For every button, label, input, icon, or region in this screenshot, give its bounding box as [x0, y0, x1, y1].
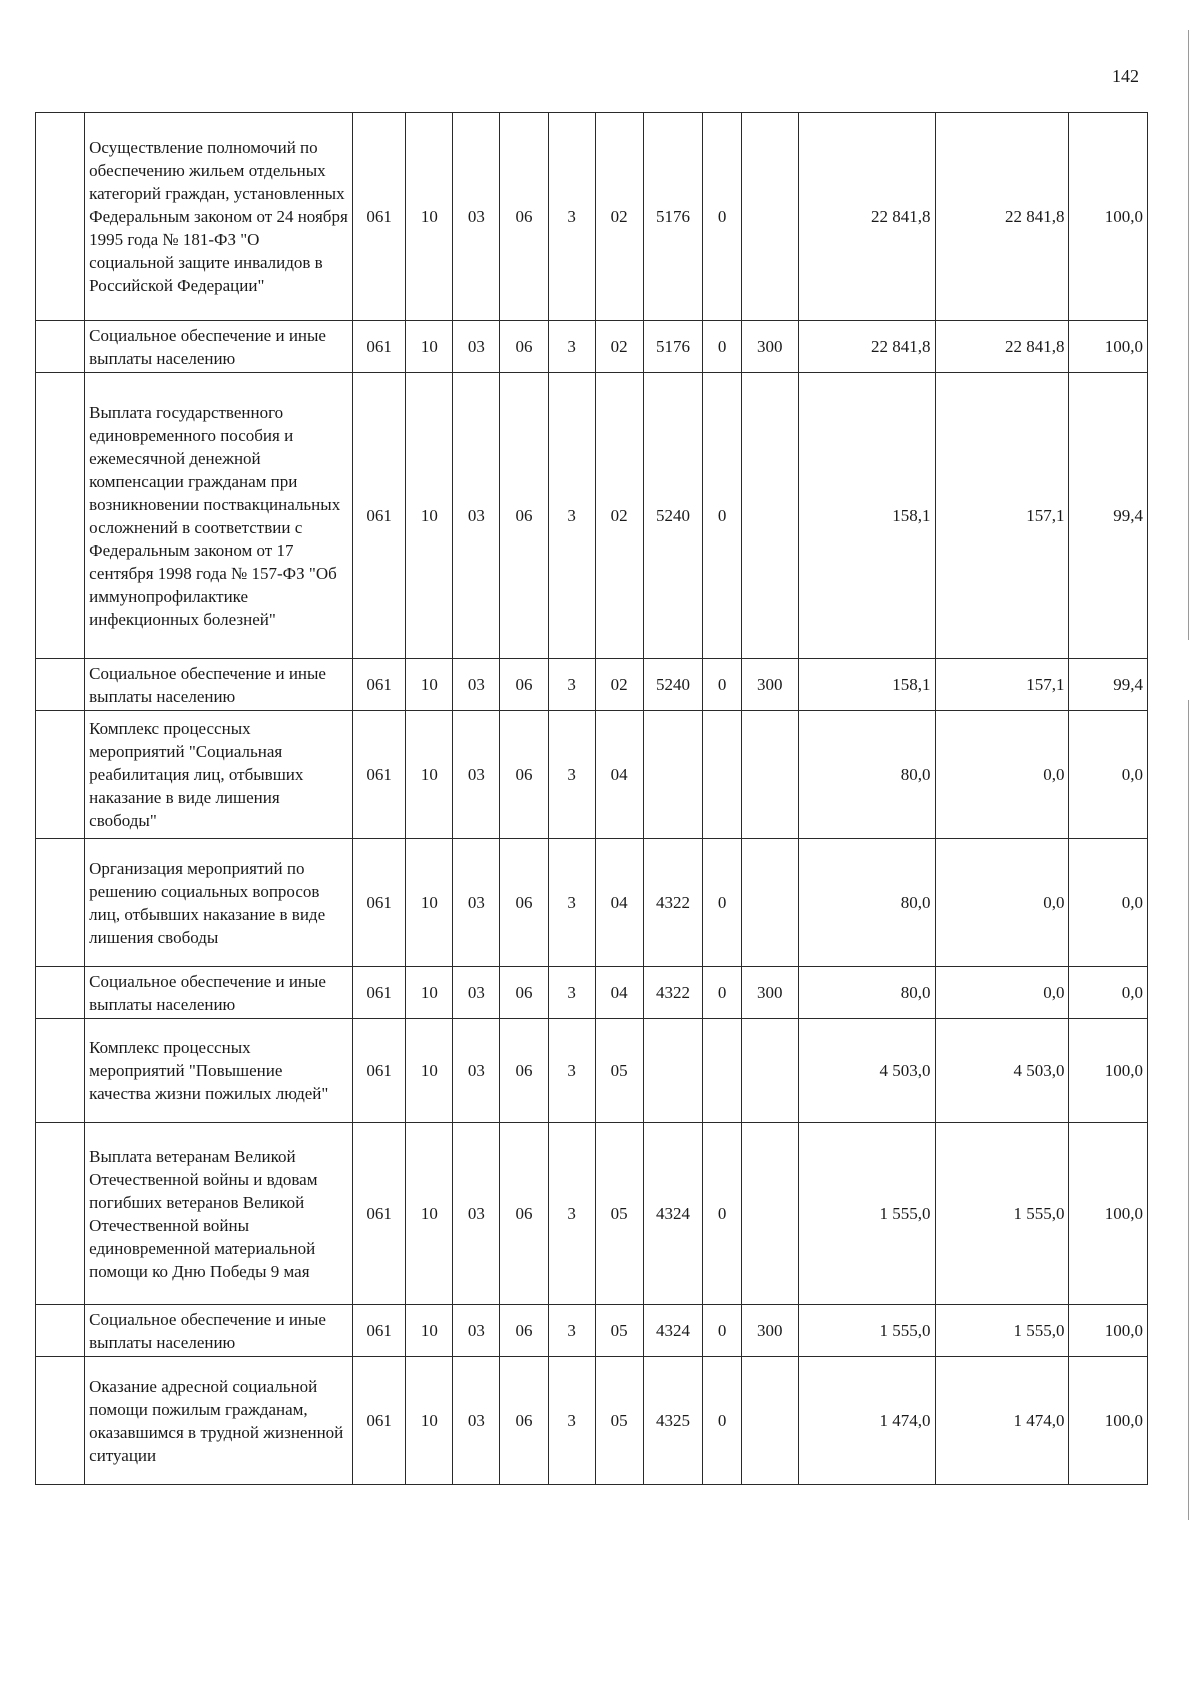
code-cell-c1: 061: [352, 967, 405, 1019]
code-cell-c2: 10: [406, 321, 453, 373]
pct-cell: 99,4: [1069, 373, 1148, 659]
plan-cell: 80,0: [798, 839, 935, 967]
code-cell-c5: 3: [548, 967, 595, 1019]
code-cell-c6: 05: [595, 1123, 643, 1305]
code-cell-c5: 3: [548, 1305, 595, 1357]
code-cell-c3: 03: [453, 1019, 500, 1123]
item-name-cell: Организация мероприятий по решению социальных вопросов лиц, отбывших наказание в виде лишения свободы: [85, 839, 353, 967]
pct-cell: 100,0: [1069, 1357, 1148, 1485]
fact-cell: 1 474,0: [935, 1357, 1069, 1485]
table-row: [36, 1305, 1148, 1357]
item-name-cell: Социальное обеспечение и иные выплаты населению: [85, 1305, 353, 1357]
code-cell-c6: 04: [595, 711, 643, 839]
table-body: [36, 113, 1148, 1485]
code-cell-c6: 04: [595, 839, 643, 967]
row-number-cell: [36, 1019, 85, 1123]
code-cell-c3: 03: [453, 659, 500, 711]
code-cell-c7: 4324: [643, 1123, 703, 1305]
pct-cell: 0,0: [1069, 711, 1148, 839]
code-cell-c2: 10: [406, 373, 453, 659]
code-cell-c1: 061: [352, 373, 405, 659]
table-row: [36, 373, 1148, 659]
code-cell-c2: 10: [406, 711, 453, 839]
code-cell-c6: 02: [595, 659, 643, 711]
plan-cell: 158,1: [798, 373, 935, 659]
item-name-cell: Социальное обеспечение и иные выплаты населению: [85, 967, 353, 1019]
code-cell-c1: 061: [352, 1019, 405, 1123]
code-cell-c9: [742, 839, 798, 967]
item-name-cell: Комплекс процессных мероприятий "Повышение качества жизни пожилых людей": [85, 1019, 353, 1123]
page-number: 142: [1112, 66, 1139, 86]
table-row: [36, 321, 1148, 373]
code-cell-c7: 5240: [643, 659, 703, 711]
code-cell-c3: 03: [453, 321, 500, 373]
code-cell-c1: 061: [352, 1357, 405, 1485]
pct-cell: 99,4: [1069, 659, 1148, 711]
table-row: [36, 711, 1148, 839]
plan-cell: 4 503,0: [798, 1019, 935, 1123]
code-cell-c1: 061: [352, 1305, 405, 1357]
plan-cell: 158,1: [798, 659, 935, 711]
code-cell-c2: 10: [406, 113, 453, 321]
row-number-cell: [36, 967, 85, 1019]
code-cell-c3: 03: [453, 967, 500, 1019]
code-cell-c6: 05: [595, 1019, 643, 1123]
table-row: [36, 1123, 1148, 1305]
code-cell-c3: 03: [453, 839, 500, 967]
code-cell-c6: 04: [595, 967, 643, 1019]
row-number-cell: [36, 373, 85, 659]
code-cell-c3: 03: [453, 113, 500, 321]
pct-cell: 0,0: [1069, 839, 1148, 967]
code-cell-c8: [703, 711, 742, 839]
row-number-cell: [36, 839, 85, 967]
code-cell-c7: [643, 711, 703, 839]
item-name-cell: Комплекс процессных мероприятий "Социальная реабилитация лиц, отбывших наказание в виде лишения свободы": [85, 711, 353, 839]
code-cell-c9: [742, 373, 798, 659]
code-cell-c4: 06: [500, 373, 548, 659]
code-cell-c1: 061: [352, 113, 405, 321]
item-name-cell: Выплата ветеранам Великой Отечественной войны и вдовам погибших ветеранов Великой Отечественной войны единовременной материальной помощи ко Дню Победы 9 мая: [85, 1123, 353, 1305]
table-row: [36, 1019, 1148, 1123]
plan-cell: 80,0: [798, 967, 935, 1019]
code-cell-c5: 3: [548, 373, 595, 659]
scan-edge-line: [1188, 30, 1189, 640]
code-cell-c7: 5176: [643, 321, 703, 373]
code-cell-c2: 10: [406, 1123, 453, 1305]
code-cell-c3: 03: [453, 1305, 500, 1357]
code-cell-c4: 06: [500, 711, 548, 839]
code-cell-c4: 06: [500, 659, 548, 711]
code-cell-c7: [643, 1019, 703, 1123]
item-name-cell: Осуществление полномочий по обеспечению жильем отдельных категорий граждан, установленных Федеральным законом от 24 ноября 1995 года № 181-ФЗ "О социальной защите инвалидов в Российской Федерации": [85, 113, 353, 321]
code-cell-c8: 0: [703, 1123, 742, 1305]
code-cell-c4: 06: [500, 967, 548, 1019]
code-cell-c8: 0: [703, 967, 742, 1019]
code-cell-c5: 3: [548, 711, 595, 839]
code-cell-c6: 05: [595, 1305, 643, 1357]
code-cell-c3: 03: [453, 1357, 500, 1485]
code-cell-c8: 0: [703, 839, 742, 967]
fact-cell: 22 841,8: [935, 321, 1069, 373]
code-cell-c6: 05: [595, 1357, 643, 1485]
pct-cell: 100,0: [1069, 1019, 1148, 1123]
code-cell-c4: 06: [500, 1305, 548, 1357]
code-cell-c5: 3: [548, 113, 595, 321]
fact-cell: 1 555,0: [935, 1305, 1069, 1357]
row-number-cell: [36, 321, 85, 373]
fact-cell: 4 503,0: [935, 1019, 1069, 1123]
code-cell-c6: 02: [595, 113, 643, 321]
code-cell-c2: 10: [406, 1305, 453, 1357]
item-name-cell: Оказание адресной социальной помощи пожилым гражданам, оказавшимся в трудной жизненной ситуации: [85, 1357, 353, 1485]
code-cell-c7: 4322: [643, 839, 703, 967]
code-cell-c8: 0: [703, 113, 742, 321]
table-row: [36, 113, 1148, 321]
code-cell-c9: [742, 1019, 798, 1123]
fact-cell: 0,0: [935, 711, 1069, 839]
code-cell-c1: 061: [352, 711, 405, 839]
fact-cell: 157,1: [935, 659, 1069, 711]
code-cell-c8: 0: [703, 321, 742, 373]
code-cell-c9: 300: [742, 1305, 798, 1357]
code-cell-c2: 10: [406, 967, 453, 1019]
pct-cell: 100,0: [1069, 321, 1148, 373]
code-cell-c9: [742, 1123, 798, 1305]
fact-cell: 157,1: [935, 373, 1069, 659]
budget-table: [35, 112, 1148, 1485]
code-cell-c2: 10: [406, 659, 453, 711]
code-cell-c5: 3: [548, 321, 595, 373]
fact-cell: 0,0: [935, 839, 1069, 967]
code-cell-c4: 06: [500, 113, 548, 321]
scan-edge-line: [1188, 700, 1189, 1520]
code-cell-c1: 061: [352, 321, 405, 373]
code-cell-c6: 02: [595, 321, 643, 373]
code-cell-c2: 10: [406, 839, 453, 967]
code-cell-c5: 3: [548, 1357, 595, 1485]
item-name-cell: Социальное обеспечение и иные выплаты населению: [85, 321, 353, 373]
code-cell-c8: 0: [703, 373, 742, 659]
plan-cell: 1 555,0: [798, 1305, 935, 1357]
code-cell-c9: 300: [742, 967, 798, 1019]
plan-cell: 80,0: [798, 711, 935, 839]
code-cell-c4: 06: [500, 1357, 548, 1485]
code-cell-c3: 03: [453, 1123, 500, 1305]
code-cell-c8: 0: [703, 1357, 742, 1485]
row-number-cell: [36, 113, 85, 321]
item-name-cell: Выплата государственного единовременного пособия и ежемесячной денежной компенсации гражданам при возникновении поствакцинальных осложнений в соответствии с Федеральным законом от 17 сентября 1998 года № 157-ФЗ "Об иммунопрофилактике инфекционных болезней": [85, 373, 353, 659]
code-cell-c8: 0: [703, 1305, 742, 1357]
fact-cell: 0,0: [935, 967, 1069, 1019]
code-cell-c1: 061: [352, 1123, 405, 1305]
code-cell-c3: 03: [453, 373, 500, 659]
code-cell-c9: [742, 1357, 798, 1485]
code-cell-c5: 3: [548, 659, 595, 711]
code-cell-c9: 300: [742, 321, 798, 373]
table-row: [36, 1357, 1148, 1485]
code-cell-c9: 300: [742, 659, 798, 711]
row-number-cell: [36, 1123, 85, 1305]
code-cell-c8: [703, 1019, 742, 1123]
code-cell-c7: 4325: [643, 1357, 703, 1485]
row-number-cell: [36, 711, 85, 839]
code-cell-c7: 5240: [643, 373, 703, 659]
code-cell-c4: 06: [500, 1123, 548, 1305]
row-number-cell: [36, 1305, 85, 1357]
row-number-cell: [36, 659, 85, 711]
row-number-cell: [36, 1357, 85, 1485]
plan-cell: 22 841,8: [798, 113, 935, 321]
code-cell-c4: 06: [500, 321, 548, 373]
table-row: [36, 967, 1148, 1019]
table-row: [36, 659, 1148, 711]
code-cell-c9: [742, 113, 798, 321]
code-cell-c4: 06: [500, 839, 548, 967]
code-cell-c4: 06: [500, 1019, 548, 1123]
pct-cell: 0,0: [1069, 967, 1148, 1019]
code-cell-c5: 3: [548, 839, 595, 967]
code-cell-c9: [742, 711, 798, 839]
pct-cell: 100,0: [1069, 113, 1148, 321]
code-cell-c8: 0: [703, 659, 742, 711]
table-row: [36, 839, 1148, 967]
item-name-cell: Социальное обеспечение и иные выплаты населению: [85, 659, 353, 711]
plan-cell: 1 474,0: [798, 1357, 935, 1485]
plan-cell: 1 555,0: [798, 1123, 935, 1305]
pct-cell: 100,0: [1069, 1305, 1148, 1357]
code-cell-c5: 3: [548, 1019, 595, 1123]
pct-cell: 100,0: [1069, 1123, 1148, 1305]
code-cell-c1: 061: [352, 659, 405, 711]
code-cell-c7: 4324: [643, 1305, 703, 1357]
code-cell-c6: 02: [595, 373, 643, 659]
fact-cell: 22 841,8: [935, 113, 1069, 321]
code-cell-c7: 4322: [643, 967, 703, 1019]
plan-cell: 22 841,8: [798, 321, 935, 373]
code-cell-c1: 061: [352, 839, 405, 967]
fact-cell: 1 555,0: [935, 1123, 1069, 1305]
code-cell-c2: 10: [406, 1357, 453, 1485]
code-cell-c3: 03: [453, 711, 500, 839]
code-cell-c7: 5176: [643, 113, 703, 321]
code-cell-c5: 3: [548, 1123, 595, 1305]
code-cell-c2: 10: [406, 1019, 453, 1123]
